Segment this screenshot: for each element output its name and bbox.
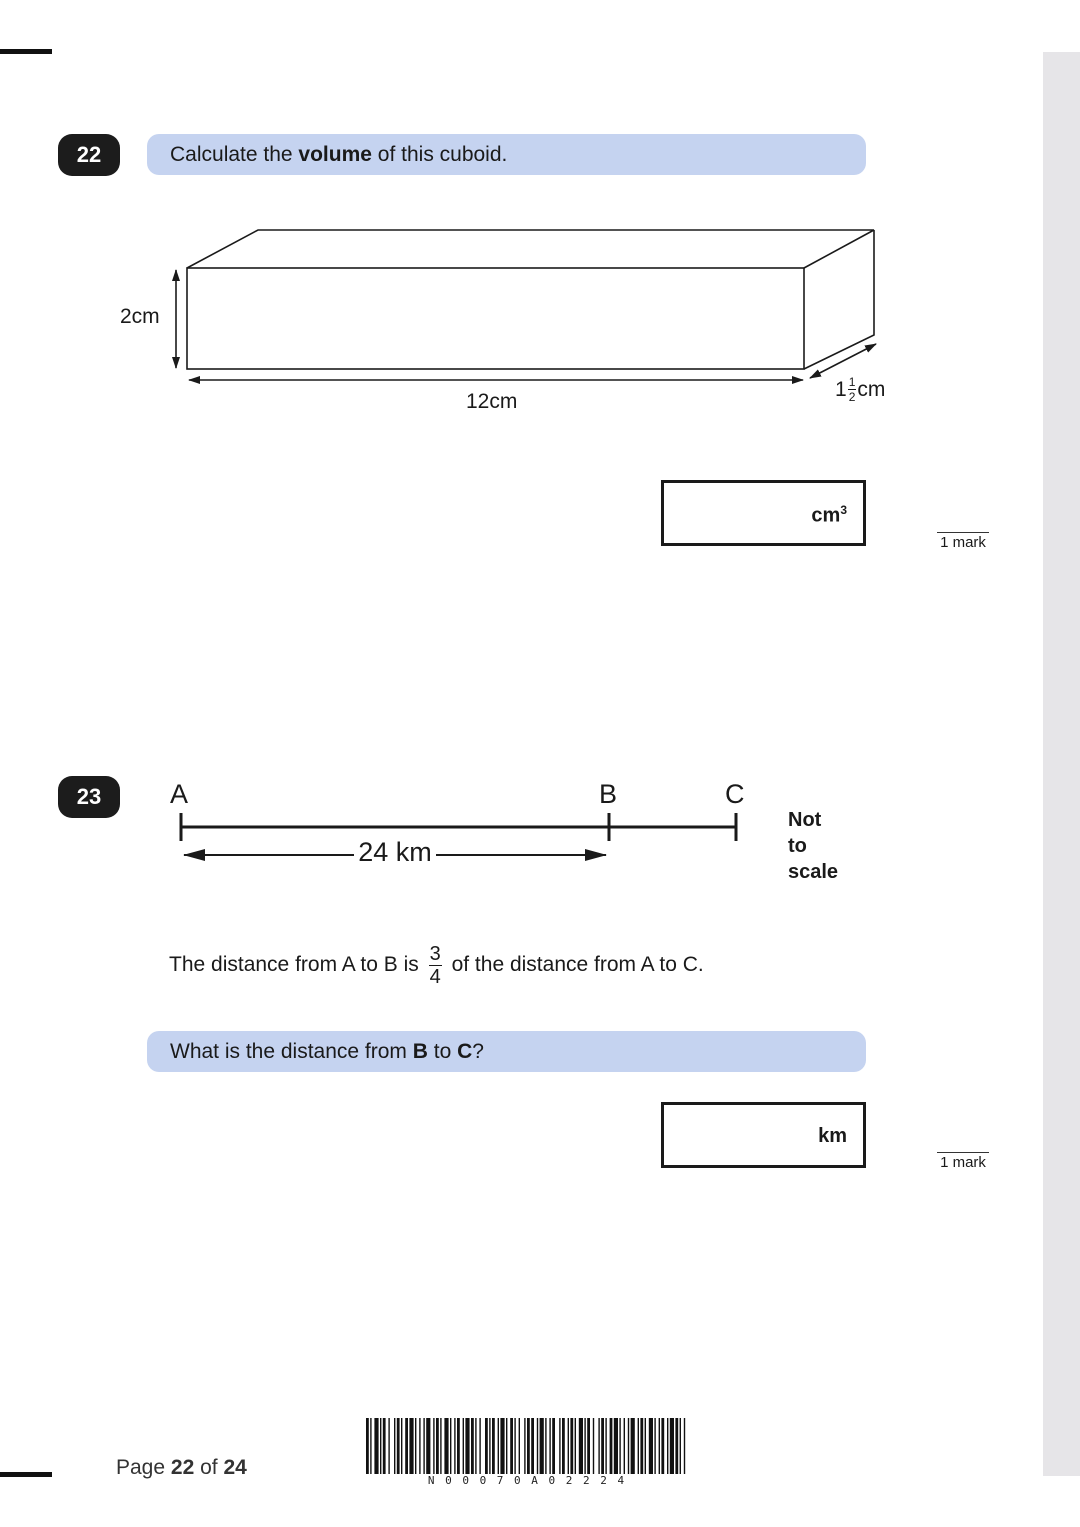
barcode-bar (426, 1418, 430, 1474)
note-line: Not (788, 809, 822, 831)
barcode-bar (680, 1418, 681, 1474)
barcode-bar (489, 1418, 490, 1474)
page-word: Page (116, 1456, 171, 1479)
barcode-bar (419, 1418, 420, 1474)
answer-box-23[interactable] (661, 1102, 866, 1168)
barcode-bar (619, 1418, 620, 1474)
barcode-bar (394, 1418, 395, 1474)
barcode-bar (598, 1418, 599, 1474)
barcode-bar (631, 1418, 635, 1474)
barcode-text: N 0 0 0 7 0 A 0 2 2 2 4 (427, 1474, 627, 1487)
barcode-bar (383, 1418, 386, 1474)
barcode-bar (405, 1418, 408, 1474)
fraction-denominator: 4 (429, 965, 441, 988)
answer-unit-23: km (818, 1125, 847, 1147)
crop-mark-bottom (0, 1472, 52, 1477)
barcode-bar (433, 1418, 434, 1474)
barcode-bar (415, 1418, 416, 1474)
barcode-bar (645, 1418, 646, 1474)
barcode-bar (440, 1418, 441, 1474)
depth-fraction-numerator: 1 (848, 375, 856, 389)
barcode-bar (584, 1418, 585, 1474)
barcode-bar (479, 1418, 480, 1474)
barcode-bar (450, 1418, 451, 1474)
cuboid-top-face (187, 230, 874, 268)
barcode-bar (568, 1418, 569, 1474)
note-line: scale (788, 861, 839, 883)
barcode-bar (593, 1418, 594, 1474)
question-23-prompt (147, 1031, 866, 1072)
barcode-bar (370, 1418, 371, 1474)
barcode-bar (498, 1418, 499, 1474)
barcode-bar (471, 1418, 474, 1474)
barcode-bar (661, 1418, 664, 1474)
answer-unit-22: $cm^3$ (811, 503, 847, 527)
barcode-bar (649, 1418, 653, 1474)
page-current: 22 (170, 1456, 195, 1479)
barcode-bar (659, 1418, 660, 1474)
barcode-bar (463, 1418, 464, 1474)
barcode-bar (519, 1418, 520, 1474)
unit-superscript: 3 (840, 503, 847, 517)
barcode-bar (552, 1418, 555, 1474)
barcode-bar (397, 1418, 400, 1474)
barcode-bar (570, 1418, 573, 1474)
barcode-bar (540, 1418, 544, 1474)
statement-fraction (429, 944, 442, 987)
barcode-bar (409, 1418, 413, 1474)
barcode-bar (465, 1418, 469, 1474)
statement-text: The distance from A to B is (169, 953, 425, 976)
barcode-bar (587, 1418, 590, 1474)
barcode-bar (640, 1418, 643, 1474)
fraction-numerator: 3 (429, 942, 441, 965)
statement-text: of the distance from A to C. (445, 953, 704, 976)
barcode-bar (670, 1418, 674, 1474)
note-line: to (788, 835, 807, 857)
not-to-scale-note (788, 807, 838, 885)
barcode-bar (485, 1418, 488, 1474)
barcode-bar (436, 1418, 439, 1474)
barcode-bar (514, 1418, 515, 1474)
barcode-bar (492, 1418, 495, 1474)
cuboid-diagram (0, 0, 1080, 460)
prompt-text: to (427, 1039, 458, 1063)
prompt-text: What is the distance from (170, 1039, 413, 1063)
prompt-text: ? (472, 1039, 484, 1063)
barcode-bar (401, 1418, 402, 1474)
line-segment-diagram (0, 770, 1080, 890)
page-number (116, 1456, 247, 1480)
mark-label-23: 1 mark (937, 1152, 989, 1171)
point-b-label: B (599, 779, 618, 809)
page-of: of (194, 1456, 224, 1479)
barcode-bar (638, 1418, 639, 1474)
barcode-bar (475, 1418, 476, 1474)
barcode-bar (605, 1418, 606, 1474)
depth-fraction (848, 376, 857, 403)
depth-fraction-denominator: 2 (848, 390, 856, 404)
prompt-text: Calculate the (170, 142, 299, 166)
cuboid-front-face (187, 268, 804, 369)
page-total: 24 (223, 1456, 247, 1479)
barcode-bar (510, 1418, 513, 1474)
barcode-bar (610, 1418, 613, 1474)
barcode-bar (506, 1418, 507, 1474)
barcode-bar (667, 1418, 668, 1474)
barcode-bar (559, 1418, 560, 1474)
height-label: 2cm (120, 305, 160, 328)
depth-unit: cm (857, 377, 886, 401)
barcode-bar (423, 1418, 424, 1474)
prompt-bold: B (412, 1039, 428, 1063)
point-a-label: A (170, 779, 189, 809)
barcode-bar (374, 1418, 378, 1474)
prompt-bold: volume (298, 142, 372, 166)
barcode-bar (500, 1418, 504, 1474)
barcode-bar (562, 1418, 565, 1474)
barcode-bar (388, 1418, 389, 1474)
barcode-bar (579, 1418, 583, 1474)
mark-label-22: 1 mark (937, 532, 989, 551)
barcode-bar (614, 1418, 618, 1474)
barcode-bar (601, 1418, 604, 1474)
barcode-bar (366, 1418, 369, 1474)
barcode-bar (531, 1418, 534, 1474)
barcode-bar (654, 1418, 655, 1474)
barcode-bar (444, 1418, 448, 1474)
question-number-22: 22 (58, 134, 120, 176)
prompt-text: of this cuboid. (371, 142, 508, 166)
barcode-bar (527, 1418, 530, 1474)
barcode-bar (524, 1418, 525, 1474)
question-23-statement (169, 940, 704, 990)
barcode-bar (380, 1418, 381, 1474)
barcode-bar (457, 1418, 460, 1474)
barcode-bar (537, 1418, 538, 1474)
answer-box-22[interactable] (661, 480, 866, 546)
barcode-bar (675, 1418, 678, 1474)
depth-label (835, 376, 885, 403)
barcode-bar (684, 1418, 685, 1474)
barcode-bar (454, 1418, 455, 1474)
cuboid-side-face (804, 230, 874, 369)
barcode-bar (628, 1418, 629, 1474)
point-c-label: C (725, 779, 745, 809)
prompt-bold: C (457, 1039, 473, 1063)
barcode-bar (575, 1418, 576, 1474)
barcode-bar (624, 1418, 625, 1474)
barcode-bar (549, 1418, 550, 1474)
question-number-23: 23 (58, 776, 120, 818)
barcode (366, 1418, 688, 1476)
length-label: 12cm (466, 390, 518, 413)
depth-whole: 1 (835, 377, 847, 401)
distance-label: 24 km (358, 837, 432, 867)
barcode-bar (545, 1418, 546, 1474)
